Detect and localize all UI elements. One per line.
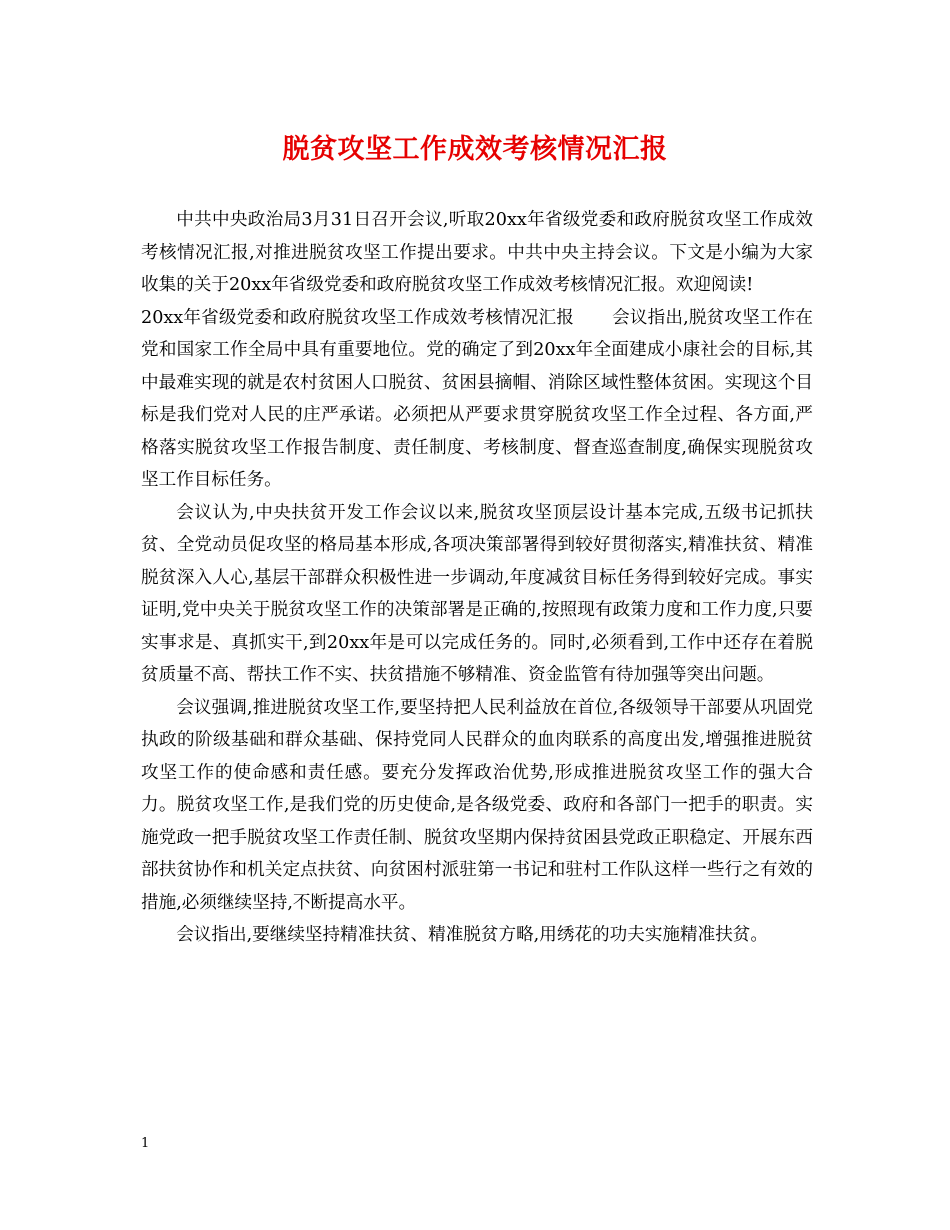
document-body	[141, 204, 813, 952]
body-paragraph: 会议强调,推进脱贫攻坚工作,要坚持把人民利益放在首位,各级领导干部要从巩固党执政的阶级基础和群众基础、保持党同人民群众的血肉联系的高度出发,增强推进脱贫攻坚工作的使命感和责任感。要充分发挥政治优势,形成推进脱贫攻坚工作的强大合力。脱贫攻坚工作,是我们党的历史使命,是各级党委、政府和各部门一把手的职责。实施党政一把手脱贫攻坚工作责任制、脱贫攻坚期内保持贫困县党政正职稳定、开展东西部扶贫协作和机关定点扶贫、向贫困村派驻第一书记和驻村工作队这样一些行之有效的措施,必须继续坚持,不断提高水平。	[141, 697, 813, 913]
paragraph-with-heading	[141, 302, 813, 497]
intro-paragraph: 中共中央政治局3月31日召开会议,听取20xx年省级党委和政府脱贫攻坚工作成效考核情况汇报,对推进脱贫攻坚工作提出要求。中共中央主持会议。下文是小编为大家收集的关于20xx年省级党委和政府脱贫攻坚工作成效考核情况汇报。欢迎阅读!	[141, 210, 813, 295]
page-number: 1	[141, 1136, 150, 1151]
paragraph-text: 会议指出,脱贫攻坚工作在党和国家工作全局中具有重要地位。党的确定了到20xx年全面建成小康社会的目标,其中最难实现的就是农村贫困人口脱贫、贫困县摘帽、消除区域性整体贫困。实现这个目标是我们党对人民的庄严承诺。必须把从严要求贯穿脱贫攻坚工作全过程、各方面,严格落实脱贫攻坚工作报告制度、责任制度、考核制度、督查巡查制度,确保实现脱贫攻坚工作目标任务。	[141, 307, 814, 490]
section-heading: 20xx年省级党委和政府脱贫攻坚工作成效考核情况汇报	[141, 307, 574, 328]
body-paragraph: 会议指出,要继续坚持精准扶贫、精准脱贫方略,用绣花的功夫实施精准扶贫。	[176, 925, 768, 945]
body-paragraph: 会议认为,中央扶贫开发工作会议以来,脱贫攻坚顶层设计基本完成,五级书记抓扶贫、全党动员促攻坚的格局基本形成,各项决策部署得到较好贯彻落实,精准扶贫、精准脱贫深入人心,基层干部群众积极性进一步调动,年度减贫目标任务得到较好完成。事实证明,党中央关于脱贫攻坚工作的决策部署是正确的,按照现有政策力度和工作力度,只要实事求是、真抓实干,到20xx年是可以完成任务的。同时,必须看到,工作中还存在着脱贫质量不高、帮扶工作不实、扶贫措施不够精准、资金监管有待加强等突出问题。	[141, 502, 813, 685]
document-title: 脱贫攻坚工作成效考核情况汇报	[282, 134, 668, 165]
